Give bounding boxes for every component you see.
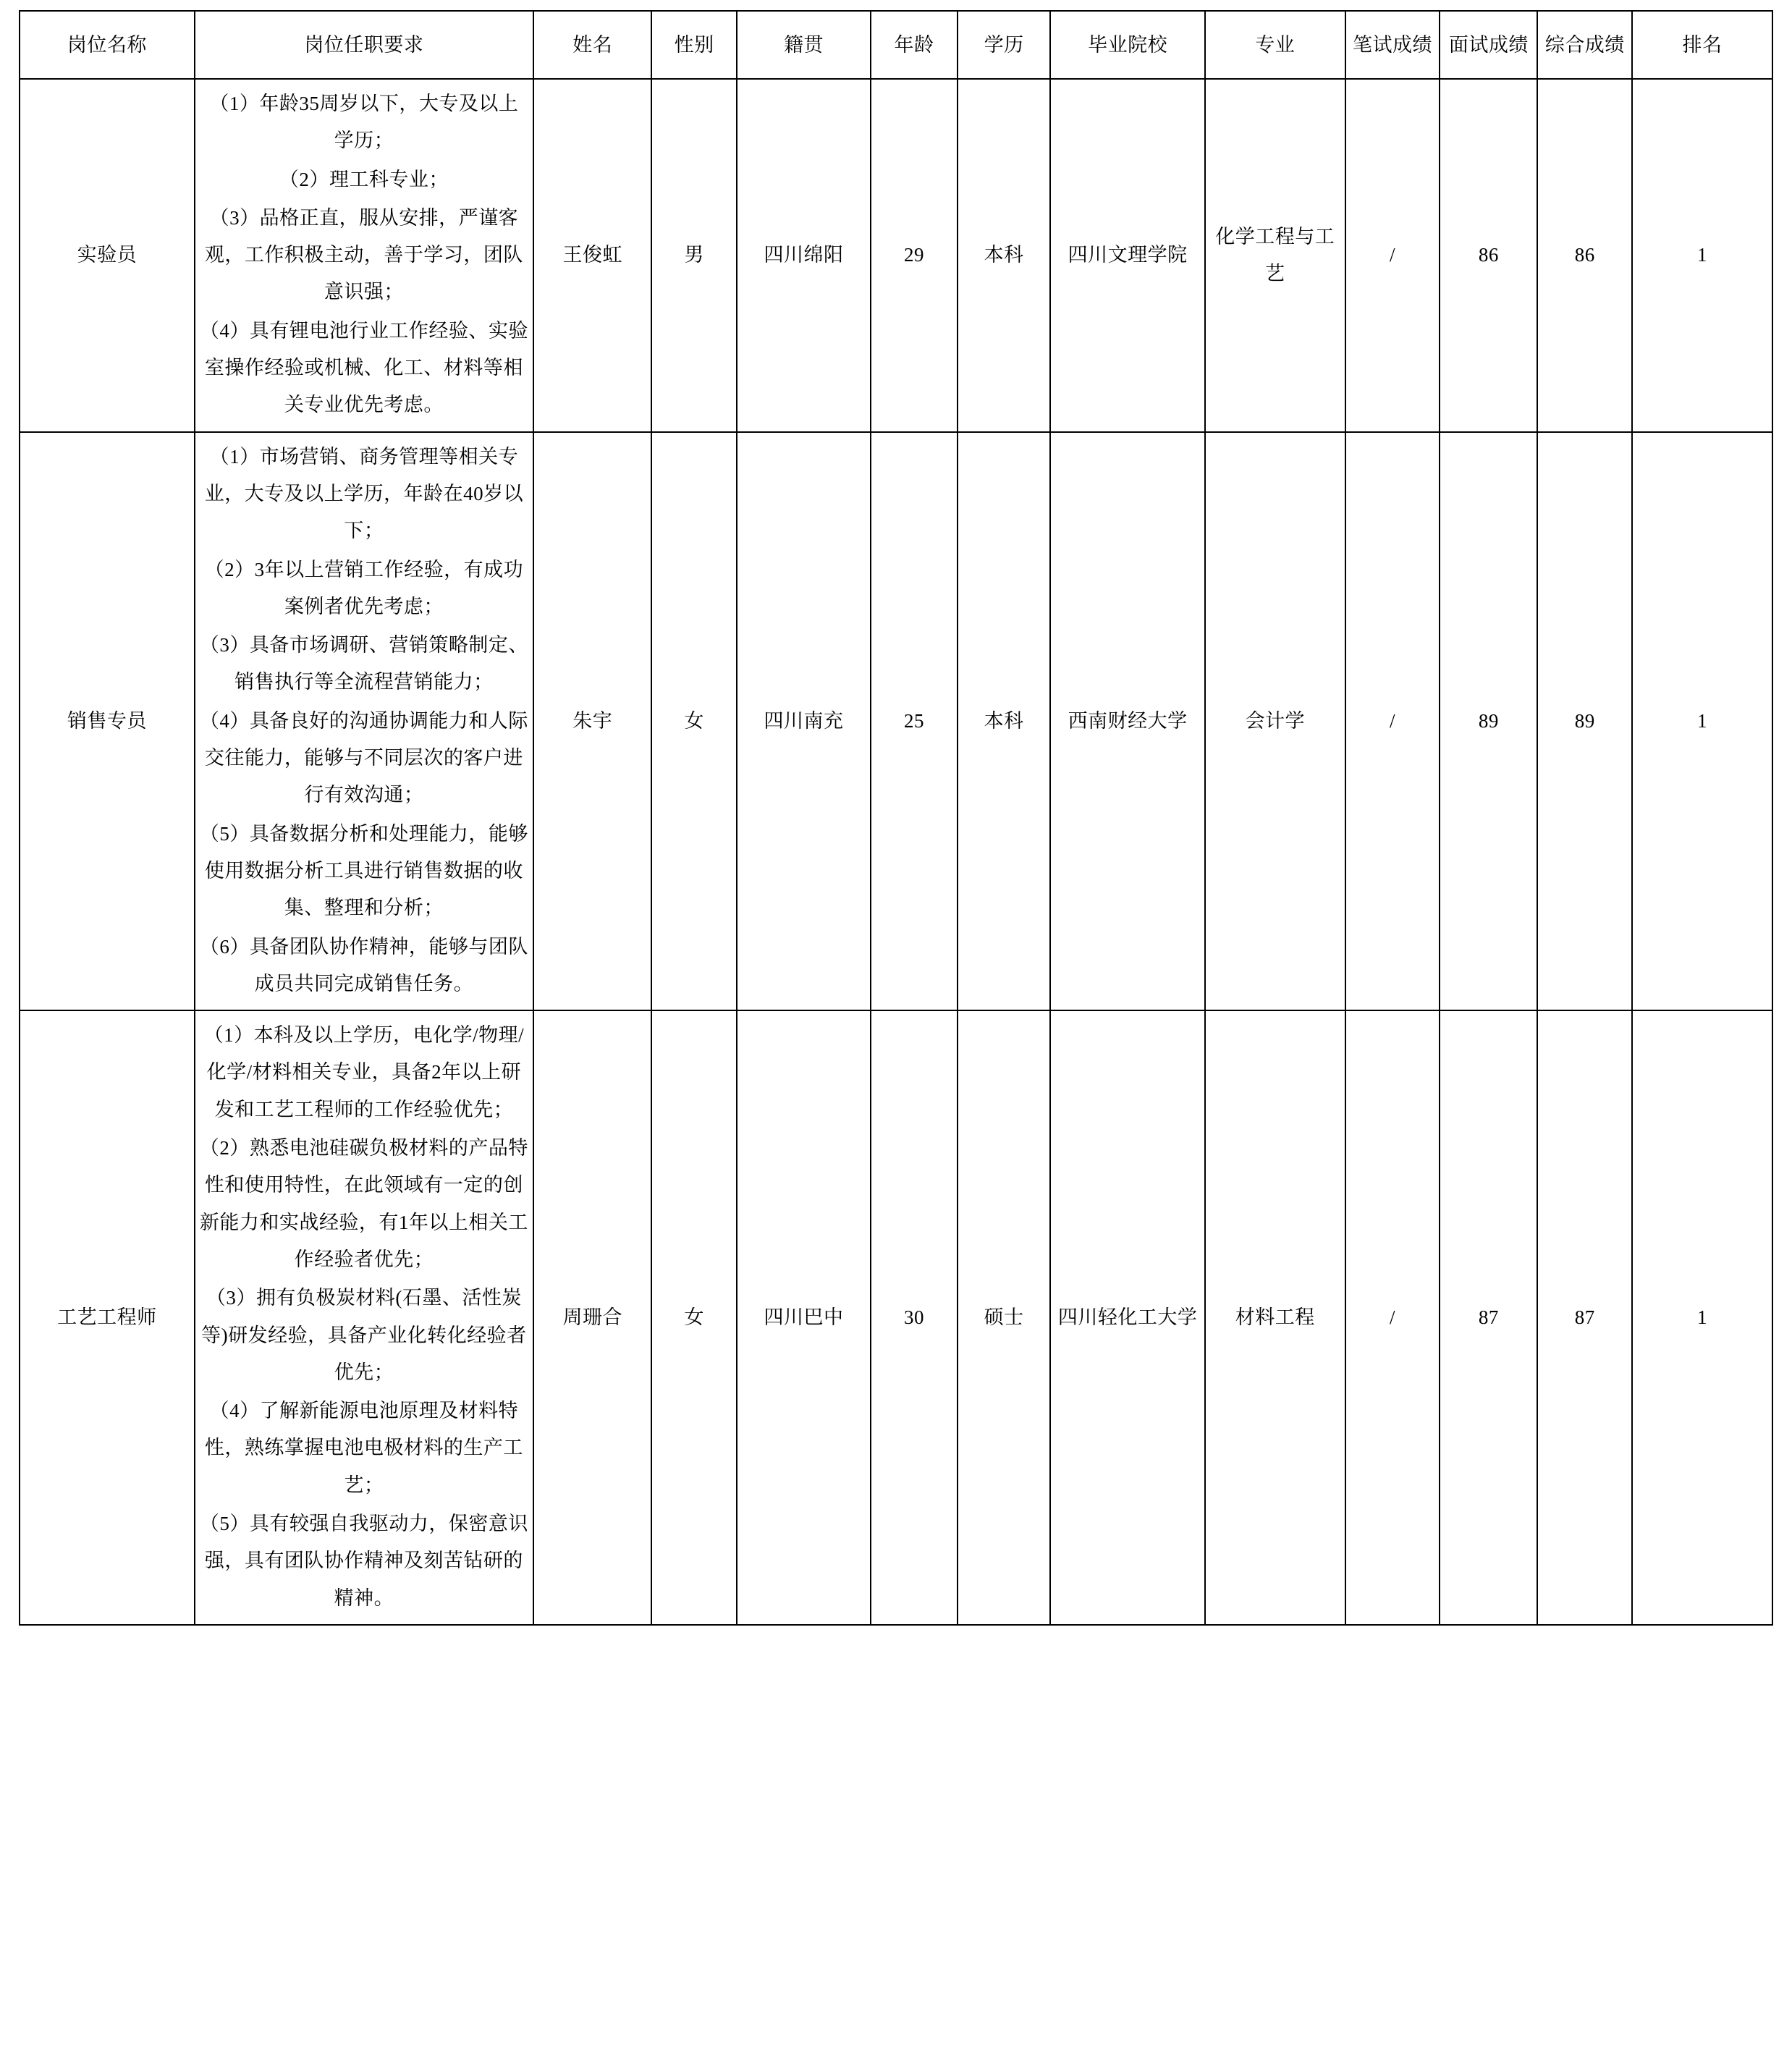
table-row <box>20 79 1772 432</box>
header-post-name: 岗位名称 <box>20 11 195 79</box>
requirement-item: （1）市场营销、商务管理等相关专业，大专及以上学历，年龄在40岁以下； <box>204 445 524 542</box>
cell-gender: 男 <box>651 79 737 432</box>
table-header-row <box>20 11 1772 79</box>
cell-interview-score: 87 <box>1440 1010 1537 1625</box>
cell-major: 材料工程 <box>1205 1010 1345 1625</box>
requirement-item: （1）年龄35周岁以下，大专及以上学历； <box>209 93 519 152</box>
header-origin: 籍贯 <box>737 11 871 79</box>
requirement-item: （3）具备市场调研、营销策略制定、销售执行等全流程营销能力； <box>199 634 528 693</box>
cell-rank: 1 <box>1632 1010 1772 1625</box>
cell-education: 本科 <box>958 432 1051 1010</box>
cell-post-name: 销售专员 <box>20 432 195 1010</box>
cell-requirements <box>195 432 533 1010</box>
header-total-score: 综合成绩 <box>1537 11 1632 79</box>
cell-major: 会计学 <box>1205 432 1345 1010</box>
requirement-item: （5）具有较强自我驱动力，保密意识强，具有团队协作精神及刻苦钻研的精神。 <box>199 1512 528 1609</box>
cell-name: 周珊合 <box>533 1010 651 1625</box>
cell-origin: 四川南充 <box>737 432 871 1010</box>
table-row <box>20 1010 1772 1625</box>
recruitment-results-table <box>19 10 1773 1626</box>
requirement-item: （2）熟悉电池硅碳负极材料的产品特性和使用特性，在此领域有一定的创新能力和实战经验，有1年以上相关工作经验者优先； <box>199 1137 528 1270</box>
cell-school: 四川文理学院 <box>1050 79 1204 432</box>
header-education: 学历 <box>958 11 1051 79</box>
cell-major: 化学工程与工艺 <box>1205 79 1345 432</box>
cell-gender: 女 <box>651 1010 737 1625</box>
cell-education: 本科 <box>958 79 1051 432</box>
header-rank: 排名 <box>1632 11 1772 79</box>
requirement-item: （3）品格正直，服从安排，严谨客观，工作积极主动，善于学习，团队意识强； <box>204 206 523 303</box>
requirement-item: （5）具备数据分析和处理能力，能够使用数据分析工具进行销售数据的收集、整理和分析； <box>199 822 528 919</box>
cell-name: 朱宇 <box>533 432 651 1010</box>
cell-education: 硕士 <box>958 1010 1051 1625</box>
cell-age: 29 <box>871 79 958 432</box>
header-requirements: 岗位任职要求 <box>195 11 533 79</box>
requirement-item: （2）3年以上营销工作经验，有成功案例者优先考虑； <box>204 558 524 617</box>
cell-gender: 女 <box>651 432 737 1010</box>
cell-name: 王俊虹 <box>533 79 651 432</box>
cell-interview-score: 89 <box>1440 432 1537 1010</box>
cell-school: 西南财经大学 <box>1050 432 1204 1010</box>
table-body <box>20 79 1772 1625</box>
header-name: 姓名 <box>533 11 651 79</box>
cell-age: 25 <box>871 432 958 1010</box>
cell-rank: 1 <box>1632 432 1772 1010</box>
requirement-item: （2）理工科专业； <box>279 168 449 190</box>
requirement-item: （1）本科及以上学历，电化学/物理/化学/材料相关专业，具备2年以上研发和工艺工程师的工作经验优先； <box>203 1024 525 1120</box>
cell-written-score: / <box>1345 432 1440 1010</box>
cell-total-score: 89 <box>1537 432 1632 1010</box>
cell-origin: 四川绵阳 <box>737 79 871 432</box>
cell-requirements <box>195 1010 533 1625</box>
cell-rank: 1 <box>1632 79 1772 432</box>
header-interview-score: 面试成绩 <box>1440 11 1537 79</box>
cell-post-name: 工艺工程师 <box>20 1010 195 1625</box>
header-gender: 性别 <box>651 11 737 79</box>
cell-total-score: 86 <box>1537 79 1632 432</box>
requirement-item: （6）具备团队协作精神，能够与团队成员共同完成销售任务。 <box>199 935 528 994</box>
table-row <box>20 432 1772 1010</box>
cell-written-score: / <box>1345 1010 1440 1625</box>
cell-interview-score: 86 <box>1440 79 1537 432</box>
header-school: 毕业院校 <box>1050 11 1204 79</box>
cell-age: 30 <box>871 1010 958 1625</box>
requirement-item: （4）具备良好的沟通协调能力和人际交往能力，能够与不同层次的客户进行有效沟通； <box>199 709 528 806</box>
header-written-score: 笔试成绩 <box>1345 11 1440 79</box>
cell-origin: 四川巴中 <box>737 1010 871 1625</box>
cell-total-score: 87 <box>1537 1010 1632 1625</box>
cell-post-name: 实验员 <box>20 79 195 432</box>
cell-requirements <box>195 79 533 432</box>
requirement-item: （4）具有锂电池行业工作经验、实验室操作经验或机械、化工、材料等相关专业优先考虑。 <box>199 319 528 416</box>
cell-written-score: / <box>1345 79 1440 432</box>
requirement-item: （4）了解新能源电池原理及材料特性，熟练掌握电池电极材料的生产工艺； <box>204 1400 523 1496</box>
cell-school: 四川轻化工大学 <box>1050 1010 1204 1625</box>
header-age: 年龄 <box>871 11 958 79</box>
table-header <box>20 11 1772 79</box>
requirement-item: （3）拥有负极炭材料(石墨、活性炭等)研发经验，具备产业化转化经验者优先； <box>201 1287 527 1383</box>
header-major: 专业 <box>1205 11 1345 79</box>
